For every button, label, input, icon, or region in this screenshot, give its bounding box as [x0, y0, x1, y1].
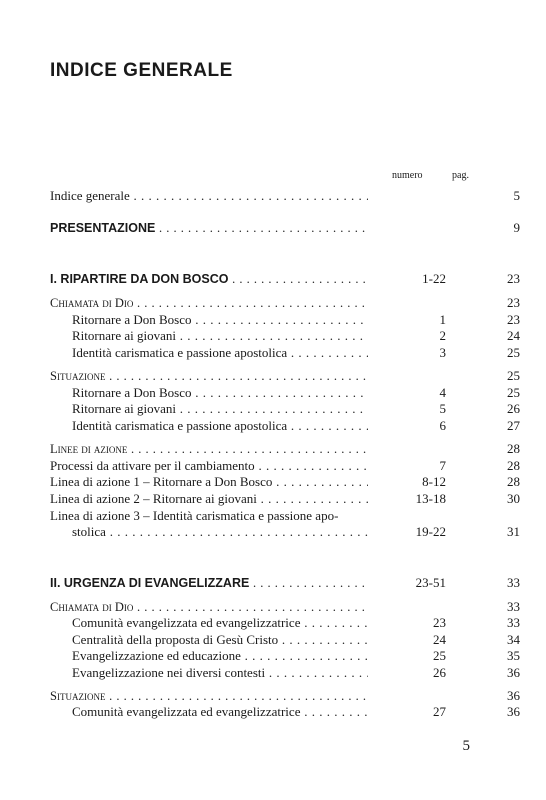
toc-entry-number: 23-51 [415, 575, 446, 590]
toc-entry-title: Chiamata di Dio . . . [50, 294, 368, 312]
toc-entry-number: 8-12 [422, 474, 446, 489]
toc-entry-title: Centralità della proposta di Gesù Cristo . . . [72, 631, 368, 649]
toc-entry-number: 25 [433, 648, 446, 663]
toc-entry-page: 33 [507, 599, 520, 614]
toc-entry-number: 24 [433, 632, 446, 647]
toc-entry-indice-generale[interactable] [50, 187, 520, 205]
toc-entry-page: 24 [507, 328, 520, 343]
toc-entry-page: 27 [507, 418, 520, 433]
toc-entry-number: 27 [433, 704, 446, 719]
toc-entry-title: Situazione . . . [50, 367, 368, 385]
toc-entry-title: Identità carismatica e passione apostolica . . . [72, 344, 368, 362]
column-header-pag: pag. [452, 170, 469, 181]
toc-entry[interactable] [50, 647, 520, 665]
toc-entry-title: Identità carismatica e passione apostolica . . . [72, 417, 368, 435]
toc-entry-number: 2 [439, 328, 446, 343]
toc-entry-number: 5 [439, 401, 446, 416]
toc-entry-title: Linea di azione 3 – Identità carismatica e passione apo- [50, 508, 339, 523]
toc-section-chiamata[interactable] [50, 294, 520, 312]
toc-entry-page: 26 [507, 401, 520, 416]
toc-entry-page: 33 [507, 615, 520, 630]
toc-entry-number: 1 [439, 312, 446, 327]
toc-entry-title: Ritornare a Don Bosco . . . [72, 384, 368, 402]
toc-entry-page: 9 [513, 220, 520, 235]
toc-entry-page: 25 [507, 368, 520, 383]
column-header-numero: numero [392, 170, 423, 181]
toc-entry-number: 4 [439, 385, 446, 400]
toc-entry-title: Ritornare ai giovani . . . [72, 400, 368, 418]
toc-entry-title: PRESENTAZIONE . . . [50, 219, 368, 237]
toc-entry-page: 34 [507, 632, 520, 647]
toc-entry[interactable] [50, 523, 520, 541]
toc-entry-title: Processi da attivare per il cambiamento . . . [50, 457, 368, 475]
page-number: 5 [462, 738, 470, 754]
page-title: INDICE GENERALE [50, 60, 233, 81]
toc-entry-title: II. URGENZA DI EVANGELIZZARE . . . [50, 574, 368, 592]
toc-entry-page: 35 [507, 648, 520, 663]
toc-entry[interactable] [50, 473, 520, 491]
toc-entry-title: stolica . . . [72, 523, 368, 541]
toc-entry-number: 26 [433, 665, 446, 680]
toc-entry-title: Evangelizzazione nei diversi contesti . . . [72, 664, 368, 682]
toc-entry-title: Chiamata di Dio . . . [50, 598, 368, 616]
toc-entry-title: Linea di azione 2 – Ritornare ai giovani . . . [50, 490, 368, 508]
toc-entry-number: 19-22 [415, 524, 446, 539]
toc-entry[interactable] [50, 703, 520, 721]
toc-entry-page: 23 [507, 271, 520, 286]
toc-entry[interactable] [50, 664, 520, 682]
toc-entry-page: 36 [507, 665, 520, 680]
toc-entry-number: 7 [439, 458, 446, 473]
toc-entry-page: 30 [507, 491, 520, 506]
toc-entry-title: Situazione . . . [50, 687, 368, 705]
toc-entry-number: 6 [439, 418, 446, 433]
toc-entry-title: Linea di azione 1 – Ritornare a Don Bosco . . . [50, 473, 368, 491]
toc-entry-page: 28 [507, 458, 520, 473]
toc-entry-page: 25 [507, 385, 520, 400]
toc-entry[interactable] [50, 327, 520, 345]
toc-entry-page: 36 [507, 704, 520, 719]
toc-entry[interactable] [50, 344, 520, 362]
toc-entry-title: I. RIPARTIRE DA DON BOSCO . . . [50, 270, 368, 288]
toc-section-situazione[interactable] [50, 367, 520, 385]
toc-entry[interactable] [50, 400, 520, 418]
toc-entry-page: 28 [507, 474, 520, 489]
toc-entry-title: Evangelizzazione ed educazione . . . [72, 647, 368, 665]
toc-entry[interactable] [50, 614, 520, 632]
toc-entry-page: 33 [507, 575, 520, 590]
toc-entry-number: 23 [433, 615, 446, 630]
toc-entry-page: 23 [507, 312, 520, 327]
toc-entry-number: 13-18 [415, 491, 446, 506]
toc-entry-title: Indice generale . . . [50, 187, 368, 205]
toc-entry-page: 25 [507, 345, 520, 360]
toc-entry-presentazione[interactable] [50, 219, 520, 237]
toc-entry[interactable] [50, 490, 520, 508]
toc-entry-title: Ritornare a Don Bosco . . . [72, 311, 368, 329]
toc-entry-page: 23 [507, 295, 520, 310]
toc-section-linee[interactable] [50, 440, 520, 458]
toc-entry-page: 36 [507, 688, 520, 703]
toc-chapter-1[interactable] [50, 270, 520, 288]
toc-entry-page: 31 [507, 524, 520, 539]
toc-entry-number: 1-22 [422, 271, 446, 286]
toc-entry-title: Comunità evangelizzata ed evangelizzatrice . . . [72, 703, 368, 721]
toc-entry-page: 28 [507, 441, 520, 456]
toc-entry-number: 3 [439, 345, 446, 360]
toc-entry-title: Linee di azione . . . [50, 440, 368, 458]
toc-entry-title: Comunità evangelizzata ed evangelizzatrice . . . [72, 614, 368, 632]
toc-entry-title: Ritornare ai giovani . . . [72, 327, 368, 345]
toc-entry-page: 5 [513, 188, 520, 203]
toc-chapter-2[interactable] [50, 574, 520, 592]
toc-entry[interactable] [50, 417, 520, 435]
